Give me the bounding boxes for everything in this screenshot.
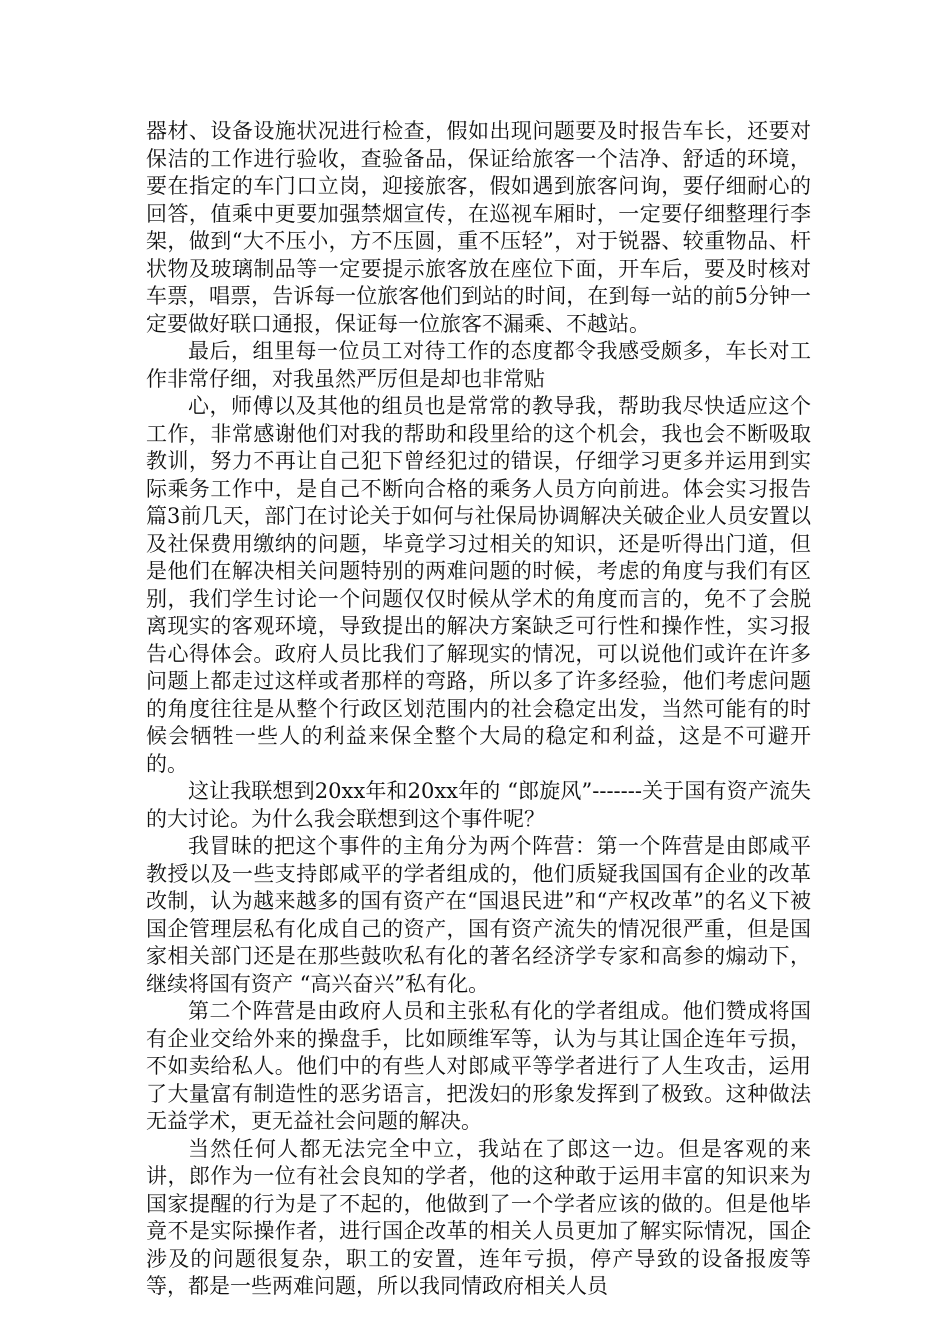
paragraph-4: 这让我联想到20xx年和20xx年的 “郎旋风”-------关于国有资产流失的大讨论。为什么我会联想到这个事件呢？ xyxy=(146,779,811,831)
paragraph-5: 我冒昧的把这个事件的主角分为两个阵营：第一个阵营是由郎咸平教授以及一些支持郎咸平的学者组成的，他们质疑我国国有企业的改革改制，认为越来越多的国有资产在“国退民进”和“产权改革”的名义下被国企管理层私有化成自己的资产，国有资产流失的情况很严重，但是国家相关部门还是在那些鼓吹私有化的著名经济学专家和高参的煽动下，继续将国有资产 “高兴奋兴”私有化。 xyxy=(146,834,811,996)
paragraph-2: 最后，组里每一位员工对待工作的态度都令我感受颇多，车长对工作非常仔细，对我虽然严厉但是却也非常贴 xyxy=(146,339,811,391)
paragraph-1: 器材、设备设施状况进行检查，假如出现问题要及时报告车长，还要对保洁的工作进行验收，查验备品，保证给旅客一个洁净、舒适的环境，要在指定的车门口立岗，迎接旅客，假如遇到旅客问询，要仔细耐心的回答，值乘中更要加强禁烟宣传，在巡视车厢时，一定要仔细整理行李架，做到“大不压小，方不压圆，重不压轻”，对于锐器、较重物品、杆状物及玻璃制品等一定要提示旅客放在座位下面，开车后，要及时核对车票，唱票，告诉每一位旅客他们到站的时间，在到每一站的前5分钟一定要做好联口通报，保证每一位旅客不漏乘、不越站。 xyxy=(146,119,811,336)
paragraph-7: 当然任何人都无法完全中立，我站在了郎这一边。但是客观的来讲，郎作为一位有社会良知的学者，他的这种敢于运用丰富的知识来为国家提醒的行为是了不起的，他做到了一个学者应该的做的。但是他毕竟不是实际操作者，进行国企改革的相关人员更加了解实际情况，国企涉及的问题很复杂，职工的安置，连年亏损，停产导致的设备报废等等，都是一些两难问题，所以我同情政府相关人员 xyxy=(146,1136,811,1298)
paragraph-6: 第二个阵营是由政府人员和主张私有化的学者组成。他们赞成将国有企业交给外来的操盘手，比如顾维军等，认为与其让国企连年亏损，不如卖给私人。他们中的有些人对郎咸平等学者进行了人生攻击，运用了大量富有制造性的恶劣语言，把泼妇的形象发挥到了极致。这种做法无益学术，更无益社会问题的解决。 xyxy=(146,999,811,1133)
paragraph-3: 心，师傅以及其他的组员也是常常的教导我，帮助我尽快适应这个工作，非常感谢他们对我的帮助和段里给的这个机会，我也会不断吸取教训，努力不再让自己犯下曾经犯过的错误，仔细学习更多并运用到实际乘务工作中，是自己不断向合格的乘务人员方向前进。体会实习报告 篇3前几天，部门在讨论关于如何与社保局协调解决关破企业人员安置以及社保费用缴纳的问题，毕竟学习过相关的知识，还是听得出门道，但是他们在解决相关问题特别的两难问题的时候，考虑的角度与我们有区别，我们学生讨论一个问题仅仅时候从学术的角度而言的，免不了会脱离现实的客观环境，导致提出的解决方案缺乏可行性和操作性，实习报告心得体会。政府人员比我们了解现实的情况，可以说他们或许在许多问题上都走过这样或者那样的弯路，所以多了许多经验，他们考虑问题的角度往往是从整个行政区划范围内的社会稳定出发，当然可能有的时候会牺牲一些人的利益来保全整个大局的稳定和利益，这是不可避开的。 xyxy=(146,394,811,776)
document-body xyxy=(146,118,811,1301)
